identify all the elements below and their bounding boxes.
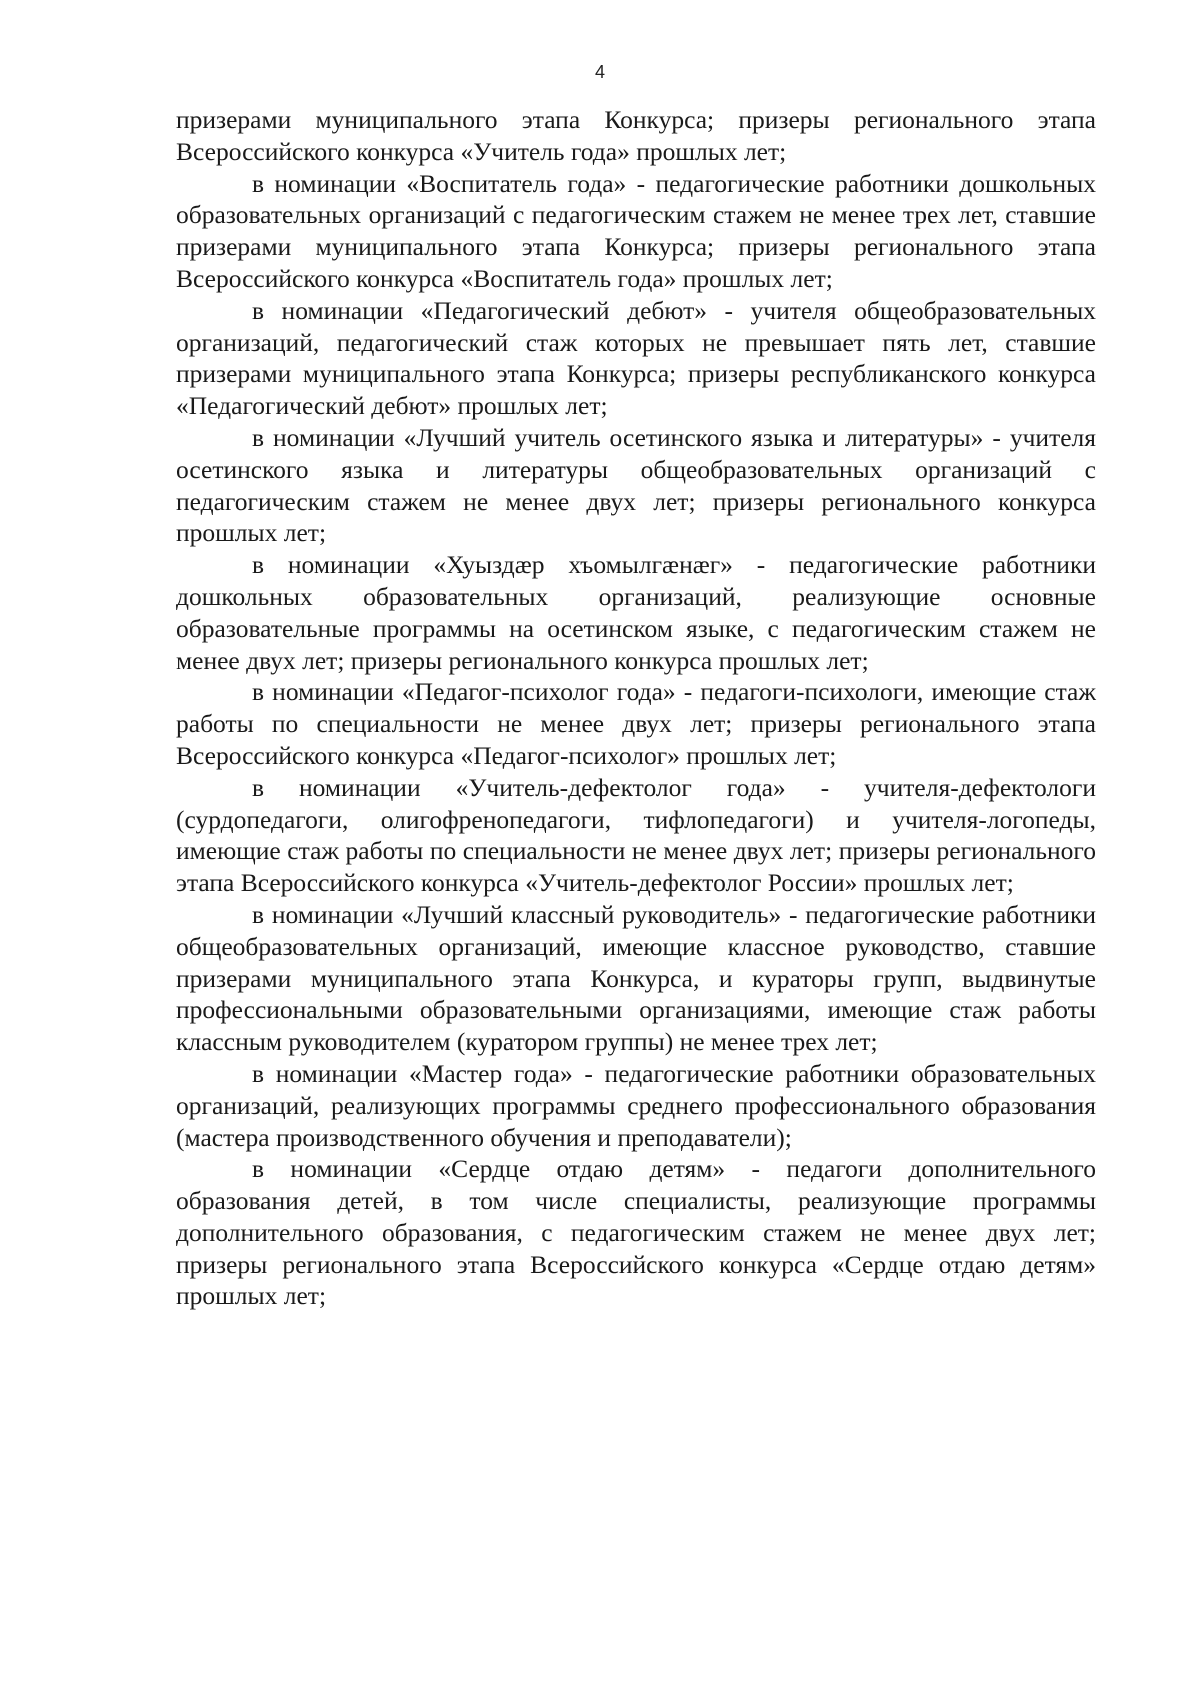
paragraph-continuation: призерами муниципального этапа Конкурса; призеры регионального этапа Всероссийского конкурса «Учитель года» прошлых лет; (176, 105, 1096, 166)
paragraph-nomination-psychologist: в номинации «Педагог-психолог года» - педагоги-психологи, имеющие стаж работы по специальности не менее двух лет; призеры регионального этапа Всероссийского конкурса «Педагог-психолог» прошлых лет; (176, 677, 1096, 770)
paragraph-nomination-master: в номинации «Мастер года» - педагогические работники образовательных организаций, реализующих программы среднего профессионального образования (мастера производственного обучения и преподаватели); (176, 1058, 1096, 1152)
paragraph-nomination-educator: в номинации «Воспитатель года» - педагогические работники дошкольных образовательных организаций с педагогическим стажем не менее трех лет, ставшие призерами муниципального этапа Конкурса; призеры регионального этапа Всероссийского конкурса «Воспитатель года» прошлых лет; (176, 168, 1096, 293)
paragraph-nomination-ossetian-teacher: в номинации «Лучший учитель осетинского языка и литературы» - учителя осетинского языка и литературы общеобразовательных организаций с педагогическим стажем не менее двух лет; призеры регионального конкурса прошлых лет; (176, 422, 1096, 548)
paragraph-nomination-defectologist: в номинации «Учитель-дефектолог года» - учителя-дефектологи (сурдопедагоги, олигофренопедагоги, тифлопедагоги) и учителя-логопеды, имеющие стаж работы по специальности не менее двух лет; призеры регионального этапа Всероссийского конкурса «Учитель-дефектолог России» прошлых лет; (176, 772, 1096, 898)
paragraph-nomination-debut: в номинации «Педагогический дебют» - учителя общеобразовательных организаций, педагогический стаж которых не превышает пять лет, ставшие призерами муниципального этапа Конкурса; призеры республиканского конкурса «Педагогический дебют» прошлых лет; (176, 295, 1096, 421)
paragraph-nomination-ossetian-preschool: в номинации «Хуыздæр хъомылгæнæг» - педагогические работники дошкольных образовательных организаций, реализующие основные образовательные программы на осетинском языке, с педагогическим стажем не менее двух лет; призеры регионального конкурса прошлых лет; (176, 550, 1096, 675)
paragraph-nomination-class-teacher: в номинации «Лучший классный руководитель» - педагогические работники общеобразовательных организаций, имеющие классное руководство, ставшие призерами муниципального этапа Конкурса, и кураторы групп, выдвинутые профессиональными образовательными организациями, имеющие стаж работы классным руководителем (куратором группы) не менее трех лет; (176, 899, 1096, 1057)
document-body (176, 104, 1096, 1312)
paragraph-nomination-heart-to-children: в номинации «Сердце отдаю детям» - педагоги дополнительного образования детей, в том числе специалисты, реализующие программы дополнительного образования, с педагогическим стажем не менее двух лет; призеры регионального этапа Всероссийского конкурса «Сердце отдаю детям» прошлых лет; (176, 1154, 1096, 1311)
page-number: 4 (594, 62, 605, 82)
